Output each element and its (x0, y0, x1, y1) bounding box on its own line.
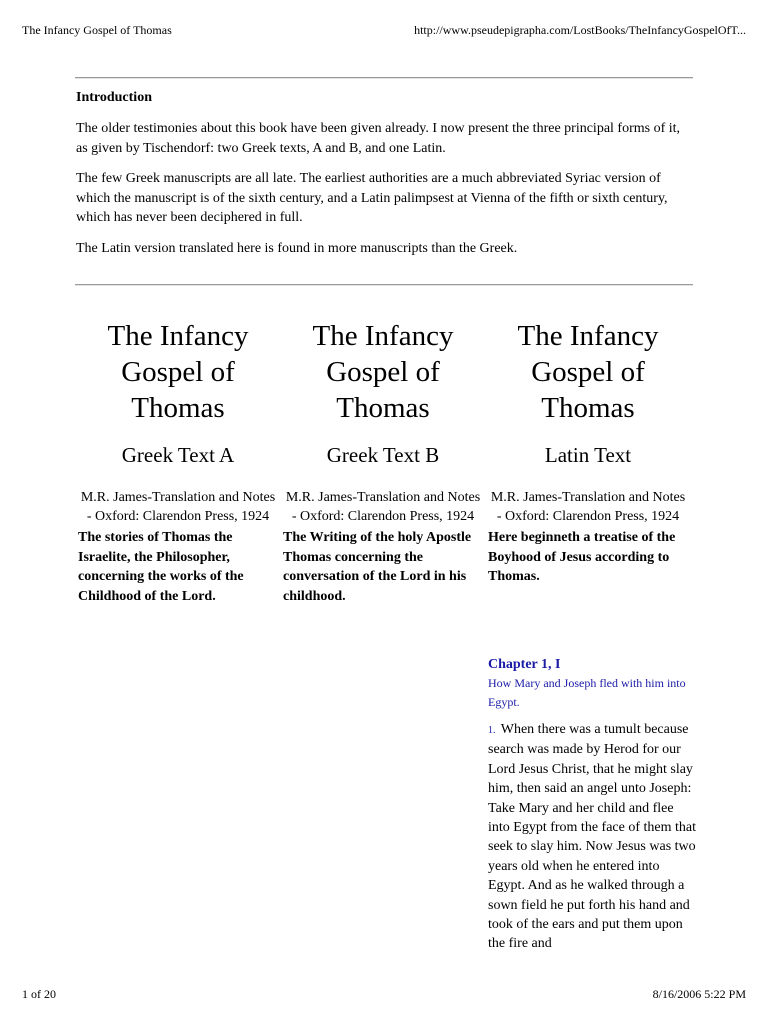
verse-text: When there was a tumult because search was made by Herod for our Lord Jesus Christ, that he might slay him, then said an angel unto Joseph: Take Mary and her child and flee into Egypt from the face of them that seek to slay him. Now Jesus was two years old when he entered into Egypt. And as he walked through a sown field he put forth his hand and took of the ears and put them upon the fire and (488, 722, 696, 952)
column-greek-text-b (283, 318, 483, 606)
column-title: The Infancy Gospel of Thomas (517, 320, 659, 424)
intro-paragraph: The older testimonies about this book have been given already. I now present the three principal forms of it, as given by Tischendorf: two Greek texts, A and B, and one Latin. (76, 121, 681, 156)
verse-number-link[interactable]: 1. (488, 725, 496, 736)
column-subtitle: Latin Text (544, 443, 632, 467)
section-divider (75, 284, 693, 286)
credit-line-1: M.R. James-Translation and Notes (80, 490, 276, 505)
column-lead: The stories of Thomas the Israelite, the Philosopher, concerning the works of the Childhood of the Lord. (78, 530, 244, 604)
top-divider (75, 77, 693, 79)
print-header-url: http://www.pseudepigrapha.com/LostBooks/TheInfancyGospelOfT... (414, 23, 746, 37)
column-credit (78, 488, 278, 526)
chapter-verse (488, 720, 698, 954)
chapter-subheading-link[interactable]: How Mary and Joseph fled with him into Egypt. (488, 676, 686, 709)
credit-line-1: M.R. James-Translation and Notes (285, 490, 481, 505)
chapter-1-section (488, 655, 698, 954)
column-title: The Infancy Gospel of Thomas (107, 320, 249, 424)
column-credit (283, 488, 483, 526)
column-credit (488, 488, 688, 526)
column-subtitle: Greek Text A (121, 443, 235, 467)
column-greek-text-a (78, 318, 278, 606)
introduction-section (76, 88, 692, 269)
credit-line-2: - Oxford: Clarendon Press, 1924 (291, 509, 475, 524)
column-latin-text (488, 318, 688, 587)
column-title: The Infancy Gospel of Thomas (312, 320, 454, 424)
introduction-heading: Introduction (76, 90, 152, 105)
chapter-heading-link[interactable]: Chapter 1, I (488, 657, 561, 672)
print-header-title: The Infancy Gospel of Thomas (22, 23, 172, 37)
credit-line-1: M.R. James-Translation and Notes (490, 490, 686, 505)
page-counter: 1 of 20 (22, 987, 56, 1001)
credit-line-2: - Oxford: Clarendon Press, 1924 (86, 509, 270, 524)
column-lead: The Writing of the holy Apostle Thomas concerning the conversation of the Lord in his childhood. (283, 530, 472, 604)
print-timestamp: 8/16/2006 5:22 PM (652, 987, 746, 1001)
intro-paragraph: The few Greek manuscripts are all late. The earliest authorities are a much abbreviated Syriac version of which the manuscript is of the sixth century, and a Latin palimpsest at Vienna of the fifth or sixth century, which has never been deciphered in full. (76, 171, 668, 225)
column-subtitle: Greek Text B (326, 443, 440, 467)
intro-paragraph: The Latin version translated here is found in more manuscripts than the Greek. (76, 240, 518, 256)
credit-line-2: - Oxford: Clarendon Press, 1924 (496, 509, 680, 524)
column-lead: Here beginneth a treatise of the Boyhood of Jesus according to Thomas. (488, 530, 676, 584)
